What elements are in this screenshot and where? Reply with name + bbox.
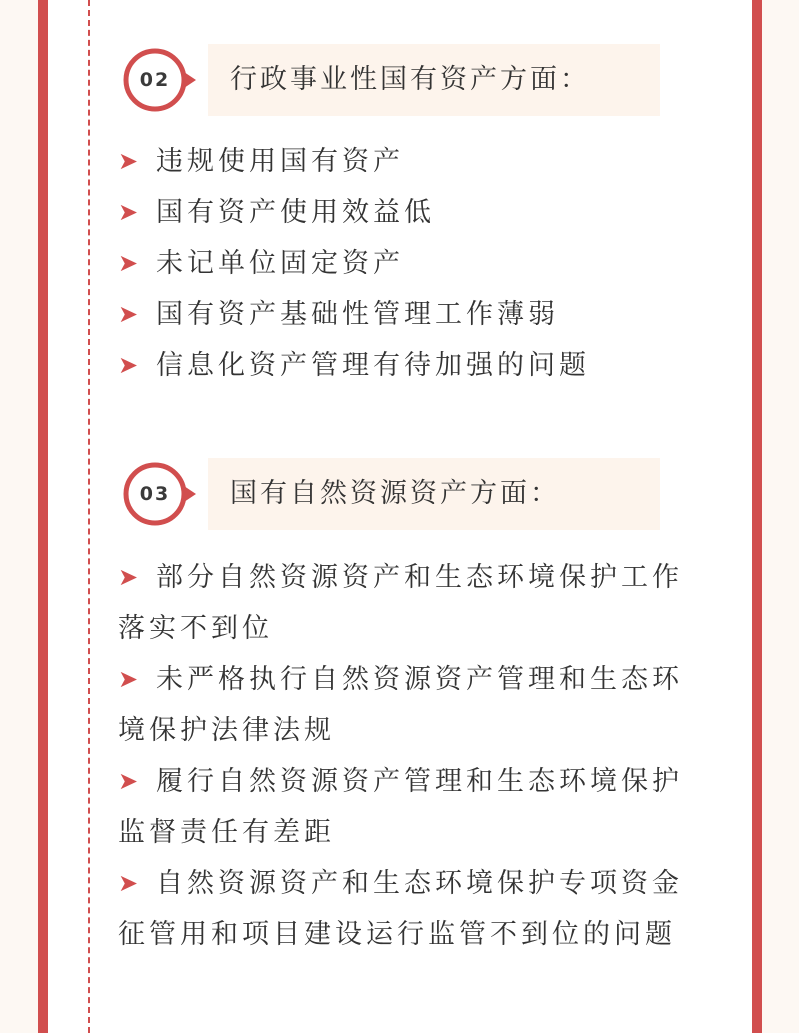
section-02-list (118, 136, 688, 391)
list-item (118, 858, 688, 1011)
list-item (118, 756, 688, 858)
list-item-text: 部分自然资源资产和生态环境保护工作落实不到位 (118, 562, 683, 644)
list-item-text: 未严格执行自然资源资产管理和生态环境保护法律法规 (118, 664, 683, 746)
list-item (118, 289, 688, 340)
list-item (118, 136, 688, 187)
list-item-text: 信息化资产管理有待加强的问题 (156, 350, 590, 381)
dashed-divider-line (88, 0, 90, 1033)
arrow-bullet-icon: ➤ (118, 767, 139, 795)
list-item-text: 国有资产基础性管理工作薄弱 (156, 299, 559, 330)
list-item (118, 654, 688, 756)
list-item-text: 履行自然资源资产管理和生态环境保护监督责任有差距 (118, 766, 683, 848)
section-title: 国有自然资源资产方面： (230, 478, 560, 509)
list-item-text: 自然资源资产和生态环境保护专项资金征管用和项目建设运行监管不到位的问题 (118, 868, 683, 950)
section-title: 行政事业性国有资产方面： (230, 64, 590, 95)
left-border-stripe (38, 0, 48, 1033)
list-item (118, 552, 688, 654)
list-item (118, 238, 688, 289)
list-item (118, 340, 688, 391)
list-item-text: 未记单位固定资产 (156, 248, 404, 279)
list-item (118, 187, 688, 238)
arrow-bullet-icon: ➤ (118, 249, 139, 277)
section-number: 03 (139, 483, 171, 505)
arrow-bullet-icon: ➤ (118, 665, 139, 693)
list-item-text: 违规使用国有资产 (156, 146, 404, 177)
section-02-header (122, 44, 662, 116)
section-number: 02 (139, 69, 171, 91)
section-number-badge (122, 458, 194, 530)
section-03-header (122, 458, 662, 530)
list-item-text: 国有资产使用效益低 (156, 197, 435, 228)
arrow-bullet-icon: ➤ (118, 869, 139, 897)
section-03-list (118, 552, 688, 1011)
section-number-badge (122, 44, 194, 116)
arrow-bullet-icon: ➤ (118, 563, 139, 591)
arrow-bullet-icon: ➤ (118, 198, 139, 226)
arrow-bullet-icon: ➤ (118, 300, 139, 328)
arrow-bullet-icon: ➤ (118, 351, 139, 379)
arrow-bullet-icon: ➤ (118, 147, 139, 175)
right-border-stripe (752, 0, 762, 1033)
